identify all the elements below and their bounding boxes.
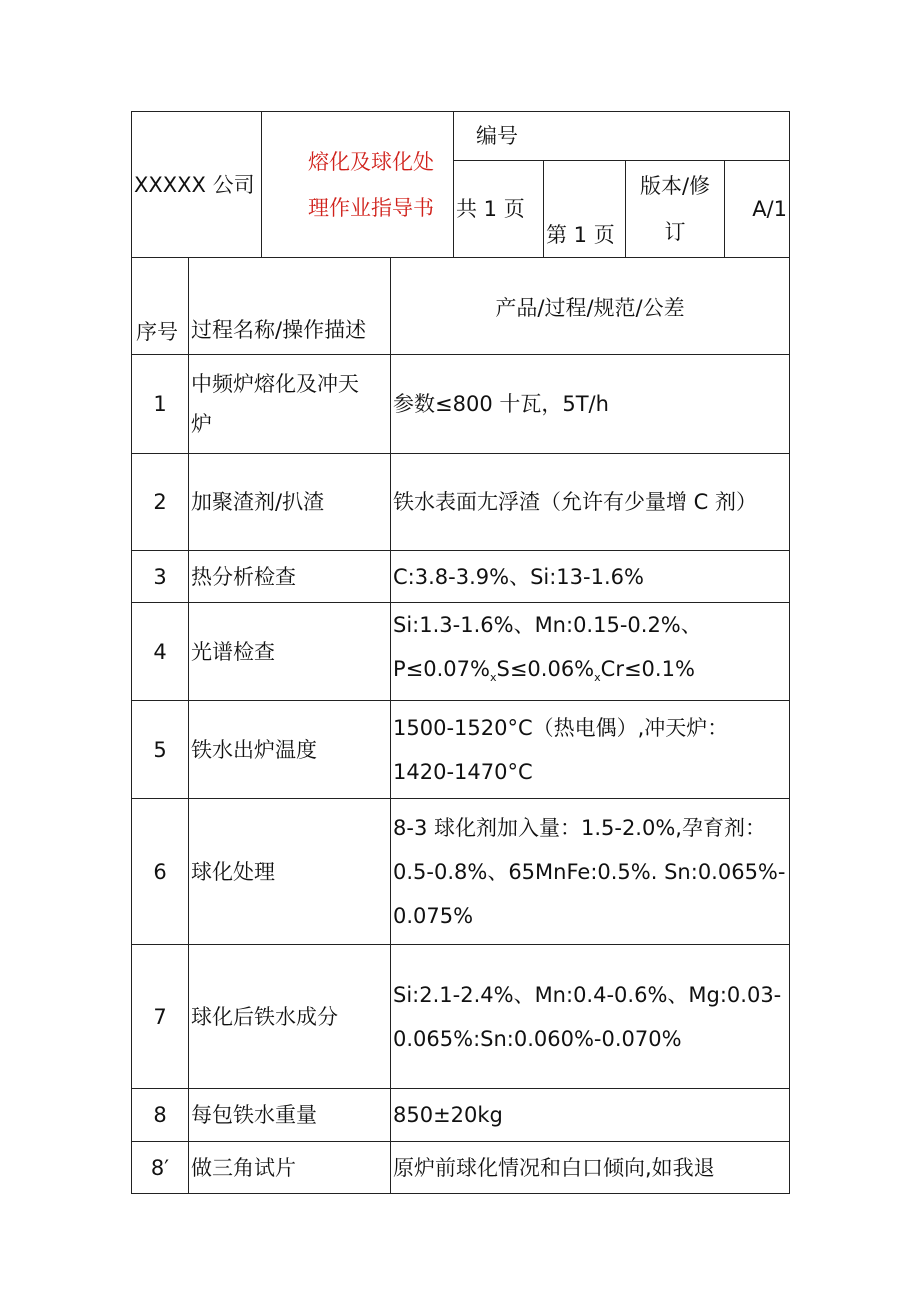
- row-spec: C:3.8-3.9%、Si:13-1.6%: [391, 551, 790, 603]
- row-seq: 8: [132, 1089, 189, 1142]
- table-row: [132, 454, 790, 551]
- version-value: A/1: [725, 161, 790, 258]
- total-pages: 共 1 页: [454, 161, 544, 258]
- row-spec: 1500-1520°C（热电偶）,冲天炉：1420-1470°C: [391, 701, 790, 799]
- spec-s: S≤0.06%: [496, 657, 595, 681]
- col-seq-header: 序号: [132, 258, 189, 355]
- row-process: 中频炉熔化及冲天炉: [189, 355, 391, 454]
- row-seq: 2: [132, 454, 189, 551]
- row-spec: 原炉前球化情况和白口倾向,如我退: [391, 1142, 790, 1194]
- row-seq: 4: [132, 603, 189, 701]
- col-spec-header: 产品/过程/规范/公差: [391, 258, 790, 355]
- spec-sub: x: [594, 671, 601, 685]
- table-row: [132, 355, 790, 454]
- row-seq: 1: [132, 355, 189, 454]
- row-seq: 6: [132, 799, 189, 945]
- process-table: [131, 257, 790, 1194]
- row-spec: 参数≤800 十瓦，5T/h: [391, 355, 790, 454]
- row-seq: 8′: [132, 1142, 189, 1194]
- row-seq: 5: [132, 701, 189, 799]
- page-number: 第 1 页: [544, 161, 626, 258]
- table-row: [132, 945, 790, 1089]
- doc-number: [454, 112, 790, 161]
- row-spec-line-2: [393, 647, 787, 700]
- spec-sub: x: [489, 671, 497, 685]
- row-process: 做三角试片: [189, 1142, 391, 1194]
- row-seq: 3: [132, 551, 189, 603]
- col-process-header: 过程名称/操作描述: [189, 258, 391, 355]
- row-process: 球化后铁水成分: [189, 945, 391, 1089]
- row-spec: [391, 603, 790, 701]
- row-spec: Si:2.1-2.4%、Mn:0.4-0.6%、Mg:0.03-0.065%:Sn:0.060%-0.070%: [391, 945, 790, 1089]
- row-process: 每包铁水重量: [189, 1089, 391, 1142]
- spec-p: P≤0.07%: [393, 657, 490, 681]
- row-seq: 7: [132, 945, 189, 1089]
- table-row: [132, 799, 790, 945]
- doc-number-label: 编号: [476, 124, 518, 148]
- version-label: 版本/修订: [626, 161, 725, 258]
- doc-title: 熔化及球化处理作业指导书: [262, 112, 454, 258]
- row-spec: 850±20kg: [391, 1089, 790, 1142]
- row-spec: 8-3 球化剂加入量：1.5-2.0%,孕育剂： 0.5-0.8%、65MnFe:0.5%. Sn:0.065%-0.075%: [391, 799, 790, 945]
- row-process: 球化处理: [189, 799, 391, 945]
- table-row: [132, 603, 790, 701]
- table-row: [132, 1142, 790, 1194]
- header-table: [131, 111, 790, 258]
- row-process: 光谱检查: [189, 603, 391, 701]
- spec-cr: Cr≤0.1%: [600, 657, 695, 681]
- company-name: XXXXX 公司: [132, 112, 262, 258]
- table-row: [132, 551, 790, 603]
- row-spec: 铁水表面尢浮渣（允许有少量增 C 剂）: [391, 454, 790, 551]
- row-process: 加聚渣剂/扒渣: [189, 454, 391, 551]
- row-process: 铁水出炉温度: [189, 701, 391, 799]
- table-row: [132, 1089, 790, 1142]
- table-row: [132, 701, 790, 799]
- row-process: 热分析检查: [189, 551, 391, 603]
- table-header-row: [132, 258, 790, 355]
- row-spec-line-1: Si:1.3-1.6%、Mn:0.15-0.2%、: [393, 613, 702, 637]
